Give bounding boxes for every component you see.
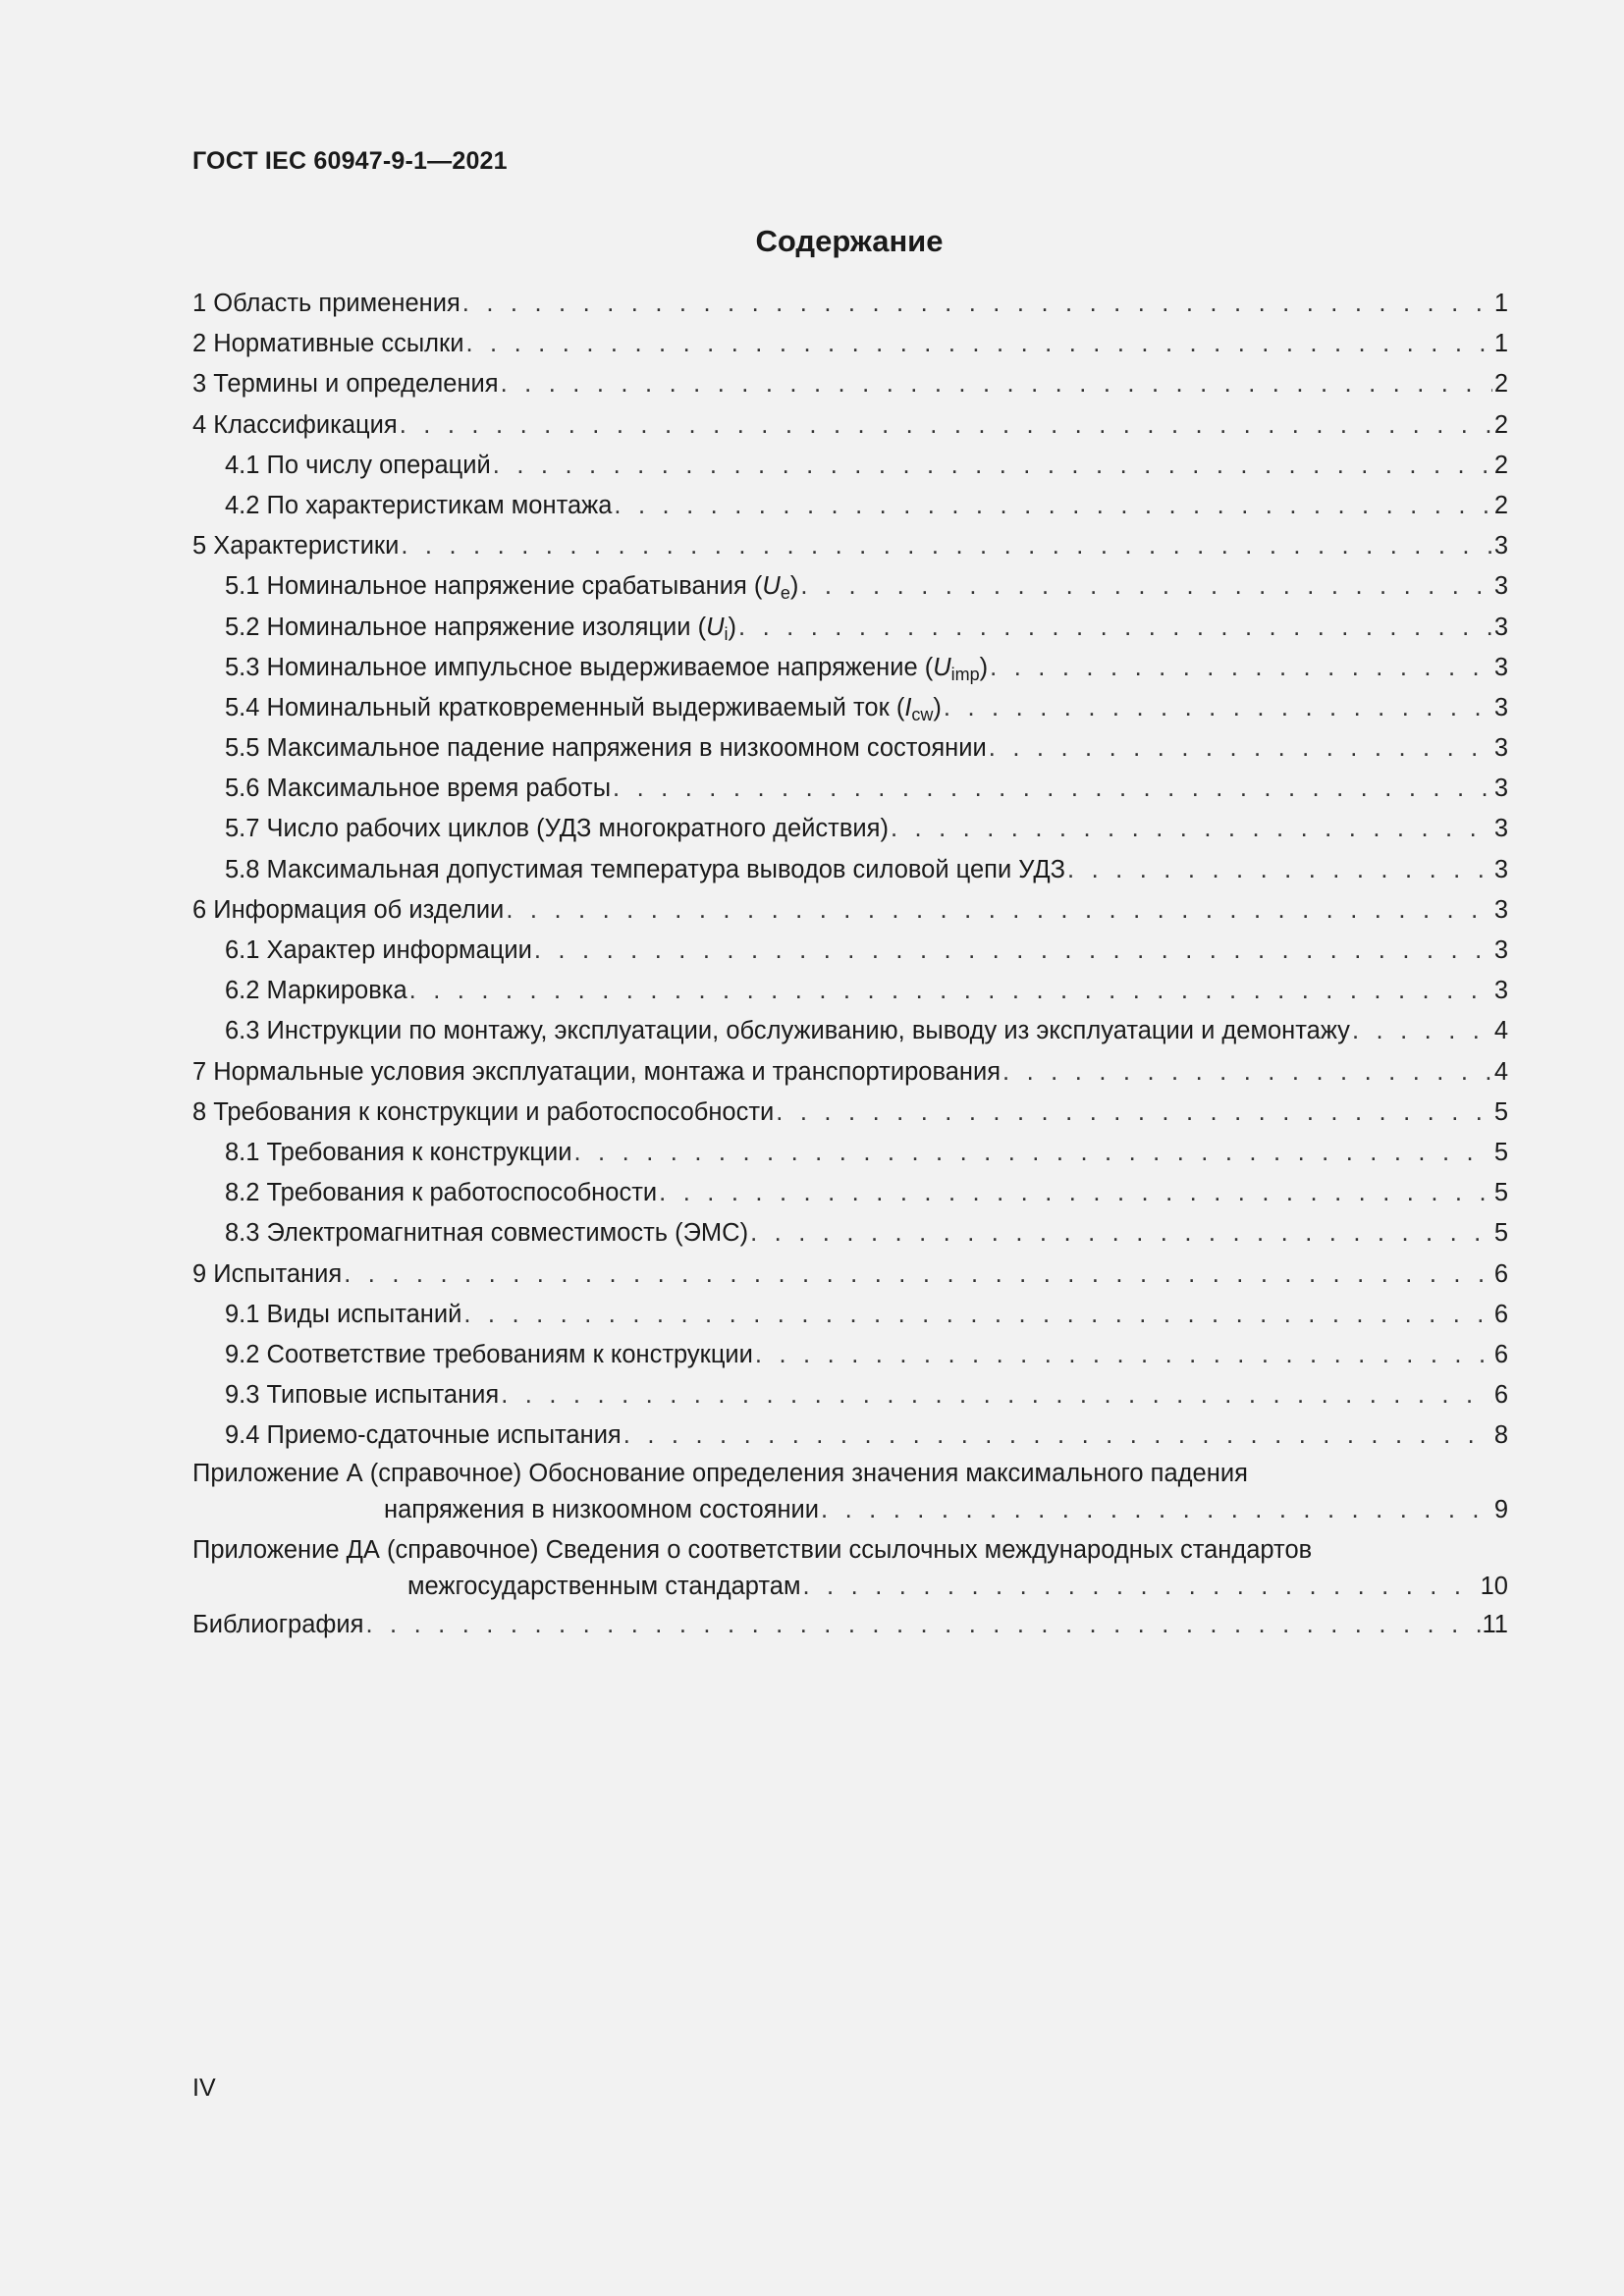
toc-subentry[interactable]: 8.2 Требования к работоспособности . . . 5	[192, 1173, 1508, 1213]
toc-annex-da[interactable]	[192, 1532, 1508, 1605]
toc-subentry[interactable]: 5.5 Максимальное падение напряжения в низкоомном состоянии . . . 3	[192, 728, 1508, 769]
toc-subentry[interactable]: 5.6 Максимальное время работы . . . 3	[192, 769, 1508, 809]
toc-entry[interactable]: 5 Характеристики . . . 3	[192, 526, 1508, 566]
toc-subentry[interactable]: 4.1 По числу операций . . . 2	[192, 446, 1508, 486]
toc-subentry[interactable]: 8.3 Электромагнитная совместимость (ЭМС) . . . 5	[192, 1213, 1508, 1254]
toc-subentry[interactable]: 9.4 Приемо-сдаточные испытания . . . 8	[192, 1415, 1508, 1456]
toc-subentry[interactable]: 5.1 Номинальное напряжение срабатывания $(U_e)$ . . . 3	[192, 566, 1508, 607]
toc-entry[interactable]: 4 Классификация . . . 2	[192, 405, 1508, 446]
table-of-contents	[192, 284, 1508, 1646]
annex-a-page: 9	[1493, 1496, 1508, 1524]
toc-subentry[interactable]: 5.8 Максимальная допустимая температура выводов силовой цепи УДЗ . . . 3	[192, 850, 1508, 890]
annex-da-line2: межгосударственным стандартам	[407, 1573, 801, 1601]
toc-entry[interactable]: 9 Испытания . . . 6	[192, 1255, 1508, 1295]
toc-entry[interactable]: 7 Нормальные условия эксплуатации, монтажа и транспортирования . . . 4	[192, 1052, 1508, 1093]
toc-subentry[interactable]: 5.7 Число рабочих циклов (УДЗ многократного действия) . . . 3	[192, 809, 1508, 849]
page-number: IV	[192, 2074, 216, 2102]
toc-bibliography[interactable]: Библиография . . . 11	[192, 1605, 1508, 1645]
toc-title: Содержание	[755, 224, 944, 258]
annex-a-line2: напряжения в низкоомном состоянии	[384, 1496, 820, 1524]
annex-da-line1: Приложение ДА (справочное) Сведения о соответствии ссылочных международных стандартов	[192, 1536, 1313, 1565]
toc-subentry[interactable]: 6.1 Характер информации . . . 3	[192, 931, 1508, 971]
toc-subentry[interactable]: 9.2 Соответствие требованиям к конструкции . . . 6	[192, 1335, 1508, 1375]
document-header: ГОСТ IEC 60947-9-1—2021	[192, 147, 508, 175]
toc-subentry[interactable]: 5.4 Номинальный кратковременный выдерживаемый ток $(I_{cw})$ . . . 3	[192, 688, 1508, 728]
toc-subentry[interactable]: 9.1 Виды испытаний . . . 6	[192, 1295, 1508, 1335]
toc-entry[interactable]: 2 Нормативные ссылки . . . 1	[192, 324, 1508, 364]
toc-annex-a[interactable]	[192, 1456, 1508, 1528]
toc-subentry[interactable]: 5.3 Номинальное импульсное выдерживаемое напряжение $(U_{imp})$ . . . 3	[192, 648, 1508, 688]
toc-entry[interactable]: 8 Требования к конструкции и работоспособности . . . 5	[192, 1093, 1508, 1133]
toc-entry[interactable]: 3 Термины и определения . . . 2	[192, 364, 1508, 404]
toc-subentry[interactable]: 8.1 Требования к конструкции . . . 5	[192, 1133, 1508, 1173]
toc-entry[interactable]: 6 Информация об изделии . . . 3	[192, 890, 1508, 931]
toc-subentry[interactable]: 9.3 Типовые испытания . . . 6	[192, 1375, 1508, 1415]
toc-subentry[interactable]: 5.2 Номинальное напряжение изоляции $(U_i)$ . . . 3	[192, 608, 1508, 648]
annex-a-line1: Приложение А (справочное) Обоснование определения значения максимального падения	[192, 1460, 1248, 1488]
toc-subentry[interactable]: 4.2 По характеристикам монтажа . . . 2	[192, 486, 1508, 526]
toc-subentry[interactable]: 6.2 Маркировка . . . 3	[192, 971, 1508, 1011]
toc-subentry[interactable]: 6.3 Инструкции по монтажу, эксплуатации, обслуживанию, выводу из эксплуатации и демонтажу . . . 4	[192, 1011, 1508, 1051]
annex-da-page: 10	[1480, 1573, 1508, 1601]
toc-entry[interactable]: 1 Область применения . . . 1	[192, 284, 1508, 324]
